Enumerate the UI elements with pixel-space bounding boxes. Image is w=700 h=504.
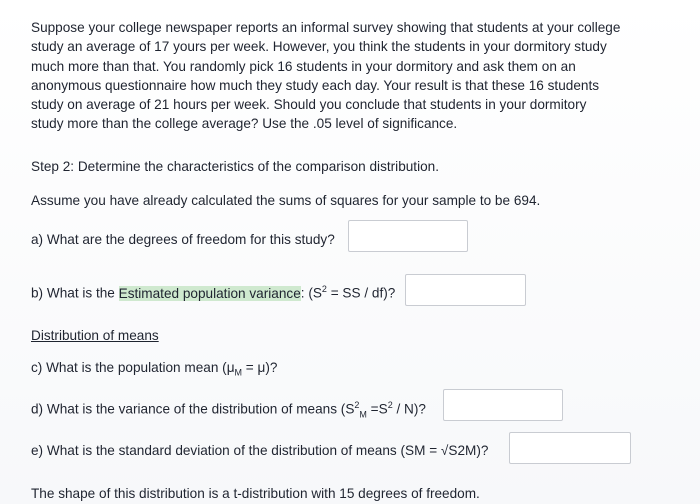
question-c-text: c) What is the population mean (μ [31, 360, 235, 375]
question-a-label: a) What are the degrees of freedom for this study? [31, 232, 335, 247]
problem-statement [31, 18, 671, 134]
question-b-end: = SS / df)? [326, 285, 396, 301]
question-b-label [31, 284, 395, 301]
problem-line: study an average of 17 yours per week. However, you think the students in your dormitory study [31, 39, 607, 55]
superscript: 2 [321, 284, 327, 294]
answer-e-input[interactable] [509, 432, 631, 464]
problem-line: study more than the college average? Use the .05 level of significance. [31, 116, 458, 132]
question-d-mid: =S [366, 401, 388, 417]
highlighted-term: Estimated population variance [118, 285, 301, 301]
step-heading: Step 2: Determine the characteristics of the comparison distribution. [31, 159, 440, 174]
question-d-text: d) What is the variance of the distribution of means (S [31, 401, 355, 417]
question-b-part: : (S [300, 285, 322, 301]
question-d-label [31, 400, 426, 419]
superscript: 2 [387, 400, 393, 410]
question-c-end: = μ)? [242, 360, 278, 375]
problem-line: study on average of 21 hours per week. Should you conclude that students in your dormitory [31, 97, 587, 113]
superscript: 2 [354, 400, 360, 410]
assumption-text: Assume you have already calculated the sums of squares for your sample to be 694. [31, 193, 541, 208]
shape-text: The shape of this distribution is a t-distribution with 15 degrees of freedom. [31, 486, 480, 501]
question-d-end: / N)? [392, 401, 426, 417]
section-heading: Distribution of means [31, 328, 159, 343]
subscript: M [359, 409, 367, 420]
question-e-label: e) What is the standard deviation of the distribution of means (SM = √S2M)? [31, 443, 489, 458]
problem-line: anonymous questionnaire how much they study each day. Your result is that these 16 students [31, 77, 600, 93]
answer-d-input[interactable] [443, 389, 563, 421]
question-b-prefix: b) What is the [31, 285, 119, 301]
answer-b-input[interactable] [405, 274, 526, 306]
subscript: M [234, 367, 243, 378]
question-c-label [31, 360, 277, 378]
problem-line: much more than that. You randomly pick 16 students in your dormitory and ask them on an [31, 58, 576, 74]
answer-a-input[interactable] [348, 220, 468, 252]
problem-line: Suppose your college newspaper reports an informal survey showing that students at your college [31, 20, 621, 35]
